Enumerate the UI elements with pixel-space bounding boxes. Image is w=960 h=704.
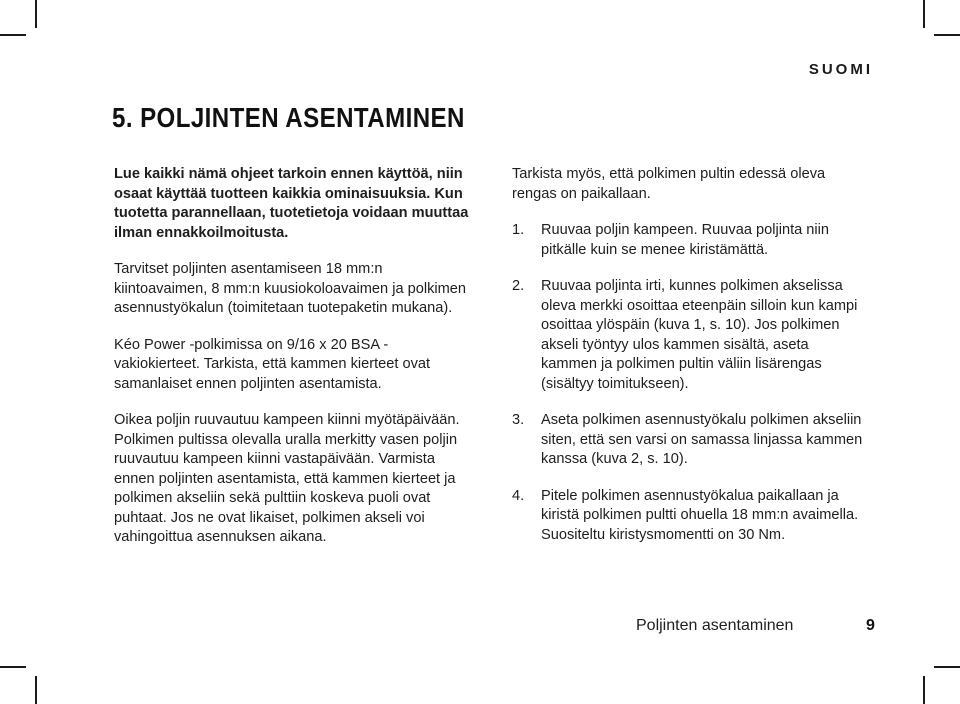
section-title: 5. POLJINTEN ASENTAMINEN (112, 102, 465, 133)
right-column (512, 165, 864, 562)
crop-mark-top-right-horizontal (934, 34, 960, 36)
step-number: 2. (512, 278, 525, 294)
crop-mark-top-left-vertical (35, 0, 37, 28)
intro-paragraph: Lue kaikki nämä ohjeet tarkoin ennen käyttöä, niin osaat käyttää tuotteen kaikkia ominaisuuksia. Kun tuotetta parannellaan, tuotetietoja voidaan muuttaa ilman ennakkoilmoitusta. (114, 166, 469, 241)
step-item (512, 277, 864, 394)
crop-mark-bottom-right-horizontal (934, 666, 960, 668)
step-text: Aseta polkimen asennustyökalu polkimen akseliin siten, että sen varsi on samassa linjassa kammen kanssa (kuva 2, s. 10). (541, 412, 863, 467)
step-item (512, 411, 864, 470)
language-label: SUOMI (808, 61, 873, 78)
step-item (512, 221, 864, 260)
direction-paragraph: Oikea poljin ruuvautuu kampeen kiinni myötäpäivään. Polkimen pultissa olevalla uralla merkitty vasen poljin ruuvautuu kampeen kiinni vastapäivään. Varmista ennen poljinten asentamista, että kammen kierteet ja polkimen akseliin sekä pulttiin koskeva puoli ovat puhtaat. Jos ne ovat likaiset, polkimen akseli voi vahingoittua asennuksen aikana. (114, 412, 460, 545)
left-column (114, 165, 474, 565)
step-number: 4. (512, 487, 525, 504)
page-number: 9 (866, 617, 875, 634)
crop-mark-bottom-right-vertical (923, 676, 925, 704)
crop-mark-bottom-left-vertical (35, 676, 37, 704)
installation-steps (512, 221, 864, 545)
step-number: 1. (512, 222, 525, 238)
step-number: 3. (512, 412, 525, 428)
crop-mark-bottom-left-horizontal (0, 666, 26, 668)
step-text: Pitele polkimen asennustyökalua paikallaan ja kiristä polkimen pultti ohuella 18 mm:n avaimella. Suositeltu kiristysmomentti on 30 Nm. (541, 487, 859, 543)
crop-mark-top-right-vertical (923, 0, 925, 28)
thread-paragraph: Kéo Power -polkimissa on 9/16 x 20 BSA -vakiokierteet. Tarkista, että kammen kierteet ovat samanlaiset ennen poljinten asentamista. (114, 336, 431, 392)
step-item (512, 487, 864, 546)
footer-title: Poljinten asentaminen (636, 617, 794, 634)
tools-paragraph: Tarvitset poljinten asentamiseen 18 mm:n kiintoavaimen, 8 mm:n kuusiokoloavaimen ja polkimen asennustyökalun (toimitetaan tuotepaketin mukana). (114, 261, 467, 316)
check-paragraph: Tarkista myös, että polkimen pultin edessä oleva rengas on paikallaan. (512, 166, 826, 202)
crop-mark-top-left-horizontal (0, 34, 26, 36)
step-text: Ruuvaa poljin kampeen. Ruuvaa poljinta niin pitkälle kuin se menee kiristämättä. (541, 222, 830, 258)
step-text: Ruuvaa poljinta irti, kunnes polkimen akselissa oleva merkki osoittaa eteenpäin silloin kun kampi osoittaa ylöspäin (kuva 1, s. 10). Jos polkimen akseli työntyy ulos kammen sisältä, aseta kammen ja polkimen pultin väliin lisärengas (sisältyy toimitukseen). (541, 278, 858, 392)
